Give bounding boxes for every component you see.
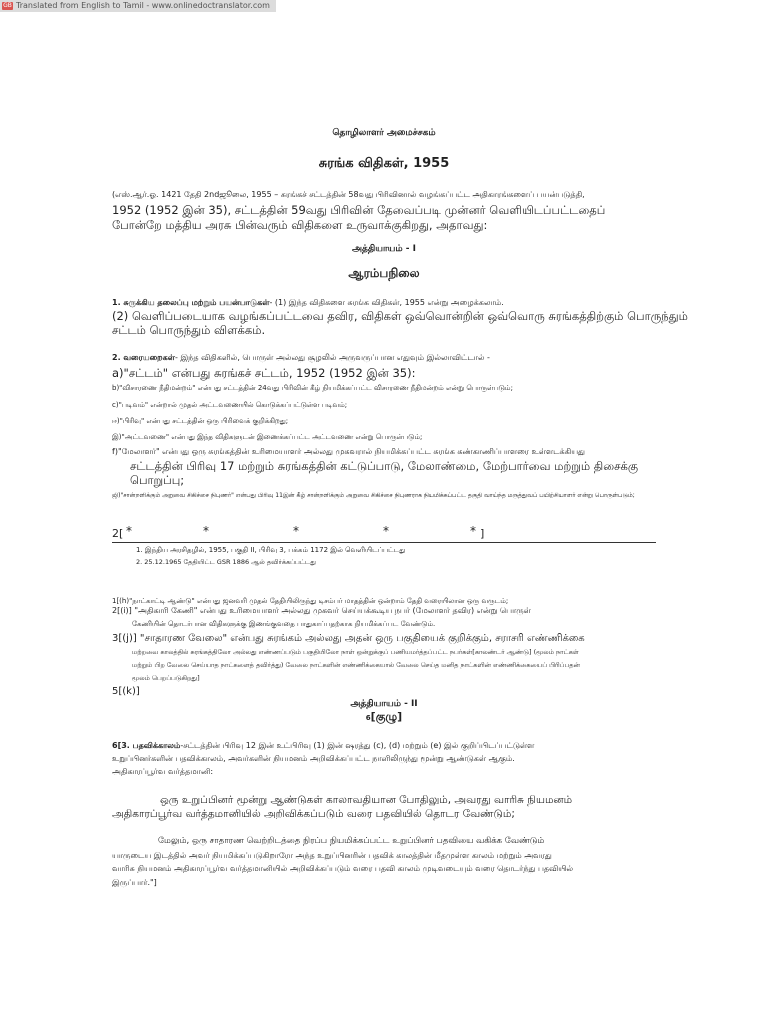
- rule-2-clause-f-line-2: சட்டத்தின் பிரிவு 17 மற்றும் சுரங்கத்தின் கட்டுப்பாடு, மேலாண்மை, மேற்பார்வை மற்றும் திசைக்கு: [130, 459, 638, 473]
- rule-2-text: - இந்த விதிகளில், பொருள் அல்லது சூழலில் அருவருப்பான எதுவும் இல்லாவிட்டால் -: [174, 353, 490, 362]
- document-title: சுரங்க விதிகள், 1955: [318, 156, 450, 171]
- rule-2-clause-i-line-2: கேணியின் தொடர்பான விதிகளுக்கு இணங்குவதை பாதுகாப்பதற்காக நியமிக்கப்பட வேண்டும்.: [132, 620, 436, 628]
- rule-3-proviso-2-line-4: இருப்பார்."]: [112, 878, 157, 887]
- rule-2-clause-j-line-3: மற்றும் பிற வேலை செய்யாத நாட்களைத் தவிர்த்து) வேலை நாட்களின் எண்ணிக்கையால் வேலை செய்த மனித நாட்களின் எண்ணிக்கையைப் பிரிப்பதன்: [132, 661, 580, 669]
- rule-2-clause-k: 5[(k)]: [112, 686, 140, 697]
- rule-2-clause-f: f)"மேலாளர்" என்பது ஒரு சுரங்கத்தின் உரிமையாளர் அல்லது முகவரால் நியமிக்கப்பட்ட சுரங்க கண்காணிப்பாளரை உள்ளடக்கியது: [112, 447, 585, 456]
- rule-2-clause-e: இ)"அட்டவணை" என்பது இந்த விதிகளுடன் இணைக்கப்பட்ட அட்டவணை என்று பொருள்படும்;: [112, 433, 423, 441]
- rule-3-line-1: [112, 741, 534, 751]
- rule-2-clause-i-line-1: 2[(i)] "அதிகாரி கேணி" என்பது உரிமையாளர் அல்லது முகவர் செய்யக்கூடிய நபர் (மேலாளர் தவிர) என்று பொருள்: [112, 606, 531, 615]
- rule-2-clause-f-line-3: பொறுப்பு;: [130, 473, 185, 487]
- omitted-marker: 2[: [112, 527, 124, 540]
- omitted-star: *: [293, 524, 299, 538]
- rule-2-clause-j-line-1: 3[(j)] "சாதாரண வேலை" என்பது சுரங்கம் அல்லது அதன் ஒரு பகுதியைக் குறிக்கும், சராசரி எண்ணிக்கை: [112, 633, 585, 644]
- chapter-2-footnote-ref: 6: [365, 714, 371, 722]
- rule-3-line-2: உறுப்பினர்களின் பதவிக்காலம், அவர்களின் நியமனம் அறிவிக்கப்பட்ட நாளிலிருந்து மூன்று ஆண்டுகள் ஆகும்.: [112, 754, 515, 763]
- rule-2-clause-a: a)"சட்டம்" என்பது சுரங்கச் சட்டம், 1952 (1952 இன் 35):: [112, 366, 416, 380]
- chapter-1-label: அத்தியாயம் - I: [352, 244, 416, 254]
- translator-banner[interactable]: [0, 0, 276, 12]
- rule-1-text: - (1) இந்த விதிகளை சுரங்க விதிகள், 1955 என்று அழைக்கலாம்.: [269, 298, 504, 307]
- rule-3-proviso-2-line-3: வாரிசு நியமனம் அதிகாரப்பூர்வ வர்த்தமானியில் அறிவிக்கப்படும் வரை பதவி காலம் முடிவடையும் வரை தொடர்ந்து பதவியில்: [112, 864, 574, 873]
- omitted-star: *: [383, 524, 389, 538]
- chapter-2-title: [0, 710, 768, 725]
- rule-1-line-1: [112, 298, 504, 308]
- rule-3-proviso-2-line-2: யாருடைய இடத்தில் அவர் நியமிக்கப்படுகிறாரோ அந்த உறுப்பினரின் பதவிக் காலத்தின் மீதமுள்ள காலம் மற்றும் அவரது: [112, 851, 552, 860]
- rule-2-clause-b: b)"விசாரணை நீதிமன்றம்" என்பது சட்டத்தின் 24வது பிரிவின் கீழ் நியமிக்கப்பட்ட விசாரணை நீதிமன்றம் என்று பொருள்படும்;: [112, 384, 513, 392]
- omitted-star: *: [203, 524, 209, 538]
- rule-2-clause-h: 1[(h)"நாட்காட்டி ஆண்டு" என்பது ஜனவரி முதல் தேதியிலிருந்து டிசம்பர் மாதத்தின் ஒன்றாம் தேதி வரையிலான ஒரு வருடம்;: [112, 597, 509, 605]
- rule-3-proviso-1-line-1: ஒரு உறுப்பினர் மூன்று ஆண்டுகள் காலாவதியான போதிலும், அவரது வாரிசு நியமனம்: [160, 794, 573, 806]
- chapter-1-title: ஆரம்பநிலை: [348, 266, 420, 280]
- rule-3-line-3: அதிகாரப்பூர்வ வர்த்தமானி:: [112, 767, 214, 776]
- translator-logo-icon: GB: [3, 2, 12, 9]
- footnote-2: 2. 25.12.1965 தேதியிட்ட GSR 1886 ஆல் தவிர்க்கப்பட்டது: [136, 558, 316, 566]
- rule-3-text: -சட்டத்தின் பிரிவு 12 இன் உட்பிரிவு (1) இன் ஷரத்து (c), (d) மற்றும் (e) இல் குறிப்பிடப்பட்டுள்ள: [180, 741, 535, 750]
- banner-text: Translated from English to Tamil - www.onlinedoctranslator.com: [16, 1, 270, 10]
- rule-2-clause-j-line-2: மற்றவை காலத்தில் சுரங்கத்திலோ அல்லது எண்ணப்படும் பகுதியிலோ நாள் ஒன்றுக்குப் பணியமர்த்தப்பட்ட நபர்கள்[காலண்டர் ஆண்டு] (மூலம் நாட்கள்: [132, 648, 579, 656]
- rule-2-clause-j-line-4: மூலம் பெறப்படுகிறது]: [132, 674, 200, 682]
- omitted-star: *: [126, 524, 132, 538]
- rule-2-clause-g: ஜி)"சான்றளிக்கும் அறுவை சிகிச்சை நிபுணர்" என்பது பிரிவு 11இன் கீழ் சான்றளிக்கும் அறுவை சிகிச்சை நிபுணராக நியமிக்கப்பட்ட தகுதி வாய்ந்த மருத்துவப் பயிற்சியாளர் என்று பொருள்படும்;: [112, 492, 635, 499]
- rule-2-clause-c: c)"படிவம்" என்றால் முதல் அட்டவணையில் கொடுக்கப்பட்டுள்ள படிவம்;: [112, 401, 348, 409]
- rule-3-heading: 6[3. பதவிக்காலம்: [112, 741, 181, 750]
- rule-3-proviso-2-line-1: மேலும், ஒரு சாதாரண வெற்றிடத்தை நிரப்ப நியமிக்கப்பட்ட உறுப்பினர் பதவியை வகிக்க வேண்டும்: [158, 836, 545, 846]
- footnote-divider: [112, 542, 656, 543]
- intro-line-3: போன்றே மத்திய அரசு பின்வரும் விதிகளை உருவாக்குகிறது, அதாவது:: [112, 218, 488, 232]
- rule-2-heading: 2. வரையறைகள்: [112, 353, 175, 362]
- ministry-title: தொழிலாளர் அமைச்சகம்: [332, 128, 436, 138]
- rule-2-line-1: [112, 353, 490, 363]
- rule-3-proviso-1-line-2: அதிகாரப்பூர்வ வர்த்தமானியில் அறிவிக்கப்படும் வரை பதவியில் தொடர வேண்டும்;: [112, 808, 515, 820]
- footnote-1: 1. இந்திய அரசிதழில், 1955, பகுதி II, பிரிவு 3, பக்கம் 1172 இல் வெளியிடப்பட்டது: [136, 546, 406, 554]
- omitted-star: *: [470, 524, 476, 538]
- intro-line-1: (எஸ்.ஆர்.ஓ. 1421 தேதி 2ndஜூலை, 1955 – சுரங்கச் சட்டத்தின் 58வது பிரிவினால் வழங்கப்பட்ட அதிகாரங்களைப் பயன்படுத்தி,: [112, 190, 585, 199]
- rule-1-heading: 1. சுருக்கிய தலைப்பு மற்றும் பயன்பாடுகள்: [112, 298, 270, 307]
- omitted-close: ]: [480, 527, 485, 540]
- chapter-2-title-text: [குழு]: [370, 710, 403, 723]
- rule-1-line-2: (2) வெளிப்படையாக வழங்கப்பட்டவை தவிர, விதிகள் ஒவ்வொன்றின் ஒவ்வொரு சுரங்கத்திற்கும் பொருந்தும்: [112, 309, 688, 323]
- rule-2-clause-d: ஈ)"பிரிவு" என்பது சட்டத்தின் ஒரு பிரிவைக் குறிக்கிறது;: [112, 417, 289, 425]
- chapter-2-label: அத்தியாயம் - II: [350, 699, 418, 709]
- rule-1-line-3: சட்டம் பொருந்தும் விளக்கம்.: [112, 323, 266, 337]
- intro-line-2: 1952 (1952 இன் 35), சட்டத்தின் 59வது பிரிவின் தேவைப்படி முன்னர் வெளியிடப்பட்டதைப்: [112, 203, 606, 217]
